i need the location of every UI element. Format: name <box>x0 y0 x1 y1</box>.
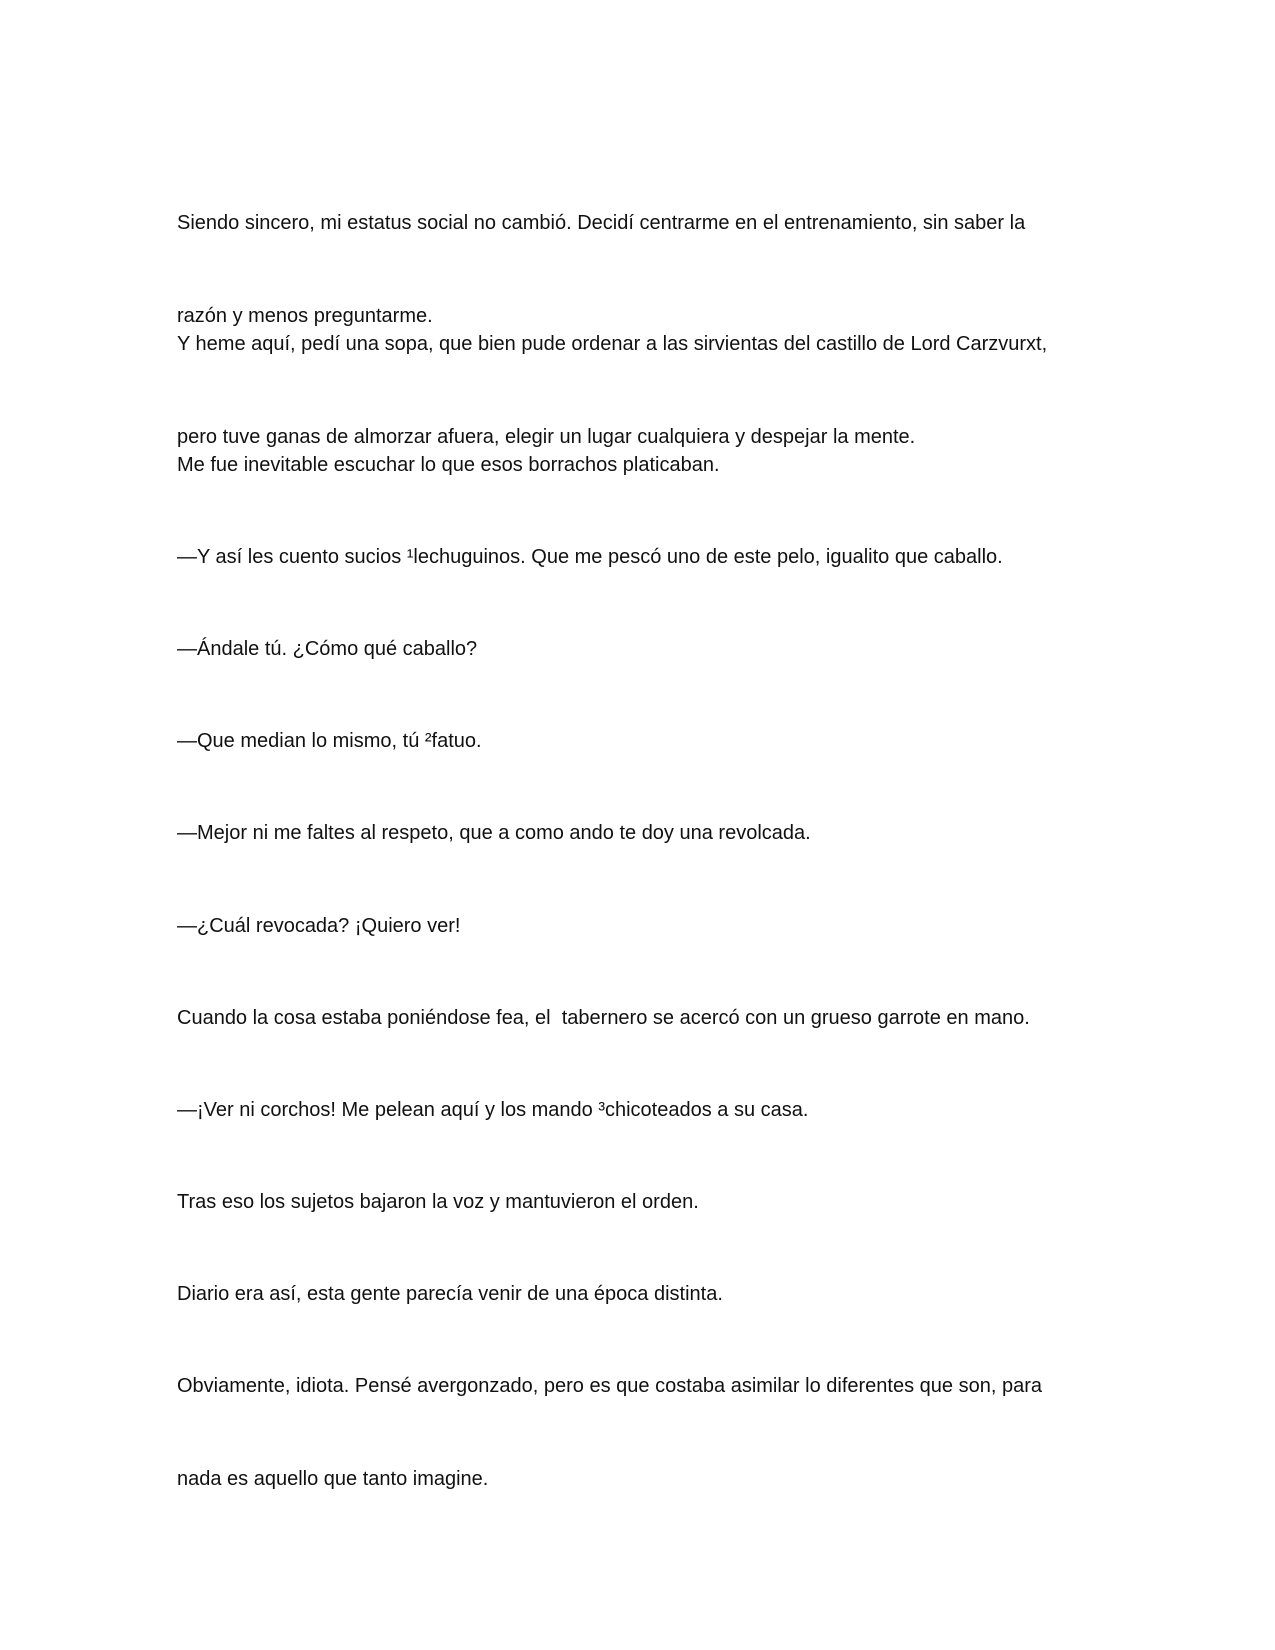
paragraph-line: Y heme aquí, pedí una sopa, que bien pude ordenar a las sirvientas del castillo de Lord Carzvurxt, <box>177 333 1048 355</box>
paragraph-line: —¿Cuál revocada? ¡Quiero ver! <box>177 915 461 937</box>
paragraph-line: —Ándale tú. ¿Cómo qué caballo? <box>177 638 478 660</box>
paragraph-line: Diario era así, esta gente parecía venir de una época distinta. <box>177 1283 723 1305</box>
paragraph-line: —Y así les cuento sucios ¹lechuguinos. Que me pescó uno de este pelo, igualito que caballo. <box>177 546 1003 568</box>
paragraph-line: Siendo sincero, mi estatus social no cambió. Decidí centrarme en el entrenamiento, sin saber la <box>177 212 1026 234</box>
paragraph-line: razón y menos preguntarme. <box>177 305 433 327</box>
paragraph-line: —¡Ver ni corchos! Me pelean aquí y los mando ³chicoteados a su casa. <box>177 1099 809 1121</box>
paragraph-line: Cuando la cosa estaba poniéndose fea, el tabernero se acercó con un grueso garrote en mano. <box>177 1007 1030 1029</box>
paragraph-line: —Que median lo mismo, tú ²fatuo. <box>177 730 482 752</box>
paragraph-line: Me fue inevitable escuchar lo que esos borrachos platicaban. <box>177 454 720 476</box>
paragraph-line: nada es aquello que tanto imagine. <box>177 1468 489 1490</box>
paragraph-13 <box>177 1309 1097 1557</box>
paragraph-line: pero tuve ganas de almorzar afuera, elegir un lugar cualquiera y despejar la mente. <box>177 426 916 448</box>
paragraph-line: —Mejor ni me faltes al respeto, que a como ando te doy una revolcada. <box>177 822 811 844</box>
paragraph-line: Tras eso los sujetos bajaron la voz y mantuvieron el orden. <box>177 1191 699 1213</box>
paragraph-line: Obviamente, idiota. Pensé avergonzado, pero es que costaba asimilar lo diferentes que son, para <box>177 1375 1042 1397</box>
